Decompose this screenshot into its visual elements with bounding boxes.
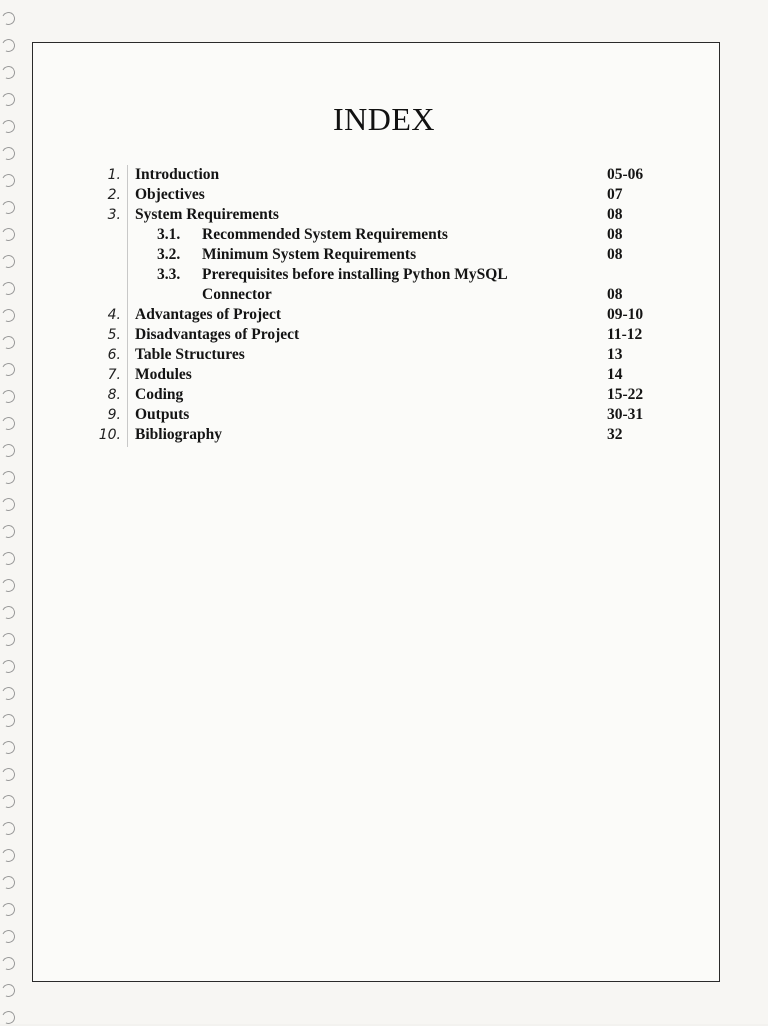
binding-hole (0, 901, 17, 918)
entry-title: Introduction (135, 166, 220, 183)
binding-hole (0, 928, 17, 945)
entry-number: 3. (107, 207, 121, 223)
toc-entry-coding (0, 385, 768, 405)
entry-page: 07 (607, 186, 623, 203)
binding-hole (0, 145, 17, 162)
toc-entry-advantages (0, 305, 768, 325)
entry-title: Recommended System Requirements (202, 226, 448, 243)
spiral-binding-holes (0, 0, 22, 1024)
binding-hole (0, 955, 17, 972)
entry-page: 08 (607, 246, 623, 263)
entry-page: 09-10 (607, 306, 644, 323)
binding-hole (0, 982, 17, 999)
binding-hole (0, 631, 17, 648)
entry-title: Advantages of Project (135, 306, 282, 323)
binding-hole (0, 469, 17, 486)
toc-entry-disadvantages (0, 325, 768, 345)
entry-number: 8. (107, 387, 121, 403)
entry-number: 6. (107, 347, 121, 363)
binding-hole (0, 604, 17, 621)
entry-title: Bibliography (135, 426, 222, 443)
entry-title: Disadvantages of Project (135, 326, 300, 343)
entry-title: Prerequisites before installing Python MySQL (202, 266, 508, 283)
entry-title: Minimum System Requirements (202, 246, 417, 263)
binding-hole (0, 766, 17, 783)
toc-entry-outputs (0, 405, 768, 425)
toc-entry-modules (0, 365, 768, 385)
binding-hole (0, 739, 17, 756)
binding-hole (0, 37, 17, 54)
binding-hole (0, 874, 17, 891)
toc-subentry-prerequisites-cont (0, 285, 768, 305)
binding-hole (0, 820, 17, 837)
toc-entry-introduction (0, 165, 768, 185)
entry-title: Modules (135, 366, 192, 383)
entry-number: 2. (107, 187, 121, 203)
entry-number: 5. (107, 327, 121, 343)
toc-subentry-recommended (0, 225, 768, 245)
binding-hole (0, 793, 17, 810)
entry-title: System Requirements (135, 206, 279, 223)
toc-entry-bibliography (0, 425, 768, 445)
binding-hole (0, 712, 17, 729)
entry-title: Outputs (135, 406, 190, 423)
entry-page: 32 (607, 426, 623, 443)
toc-entry-system-requirements (0, 205, 768, 225)
binding-hole (0, 1009, 17, 1026)
entry-number: 10. (98, 427, 121, 443)
entry-page: 15-22 (607, 386, 644, 403)
toc-subentry-minimum (0, 245, 768, 265)
entry-number: 3.3. (157, 266, 181, 283)
binding-hole (0, 847, 17, 864)
page-title: INDEX (332, 101, 436, 137)
entry-number: 3.2. (157, 246, 181, 263)
binding-hole (0, 10, 17, 27)
entry-number: 9. (107, 407, 121, 423)
entry-number: 4. (107, 307, 121, 323)
entry-page: 08 (607, 286, 623, 303)
toc-subentry-prerequisites (0, 265, 768, 285)
entry-page: 14 (607, 366, 623, 383)
binding-hole (0, 523, 17, 540)
entry-page: 08 (607, 226, 623, 243)
entry-number: 1. (107, 167, 121, 183)
entry-number: 3.1. (157, 226, 181, 243)
entry-title: Coding (135, 386, 184, 403)
entry-number: 7. (107, 367, 121, 383)
entry-page: 11-12 (607, 326, 643, 343)
binding-hole (0, 64, 17, 81)
binding-hole (0, 685, 17, 702)
binding-hole (0, 577, 17, 594)
entry-title-continued: Connector (202, 286, 272, 303)
entry-page: 08 (607, 206, 623, 223)
binding-hole (0, 496, 17, 513)
toc-entry-table-structures (0, 345, 768, 365)
entry-title: Table Structures (135, 346, 245, 363)
entry-page: 05-06 (607, 166, 644, 183)
binding-hole (0, 658, 17, 675)
toc-entry-objectives (0, 185, 768, 205)
binding-hole (0, 550, 17, 567)
entry-page: 30-31 (607, 406, 644, 423)
entry-title: Objectives (135, 186, 205, 203)
entry-page: 13 (607, 346, 623, 363)
table-of-contents (0, 165, 768, 445)
